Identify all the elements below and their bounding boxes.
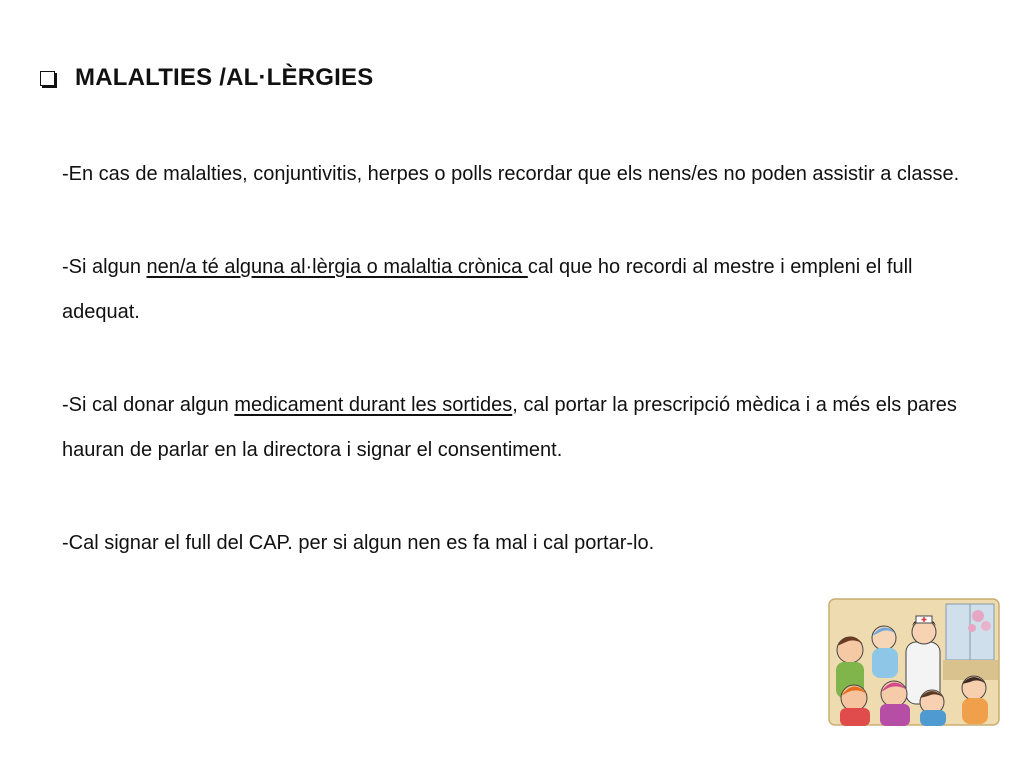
paragraph-text: -Cal signar el full del CAP. per si algun nen es fa mal i cal portar-lo. (62, 532, 655, 554)
underlined-text: medicament durant les sortides (234, 394, 513, 416)
body-text (62, 152, 982, 566)
underlined-text: nen/a té alguna al·lèrgia o malaltia crònica (146, 256, 528, 278)
paragraph-text: cal que ho recordi al mestre i empleni el full adequat. (62, 256, 913, 323)
heading-title: MALALTIES /AL·LÈRGIES (75, 64, 374, 91)
paragraph-text: -En cas de malalties, conjuntivitis, herpes o polls recordar que els nens/es no poden assistir a classe. (62, 163, 960, 185)
nurse-with-children-illustration (828, 598, 1000, 726)
paragraph-text: , cal portar la prescripció mèdica i a més els pares hauran de parlar en la directora i signar el consentiment. (62, 394, 957, 461)
paragraph-allergy (62, 245, 982, 335)
paragraph-medication (62, 383, 982, 473)
paragraph-text: -Si cal donar algun (62, 394, 235, 416)
paragraph-text: -Si algun (62, 256, 147, 278)
section-heading (40, 64, 373, 92)
checkbox-bullet-icon (40, 71, 55, 86)
paragraph-illness (62, 152, 982, 197)
paragraph-cap (62, 521, 982, 566)
